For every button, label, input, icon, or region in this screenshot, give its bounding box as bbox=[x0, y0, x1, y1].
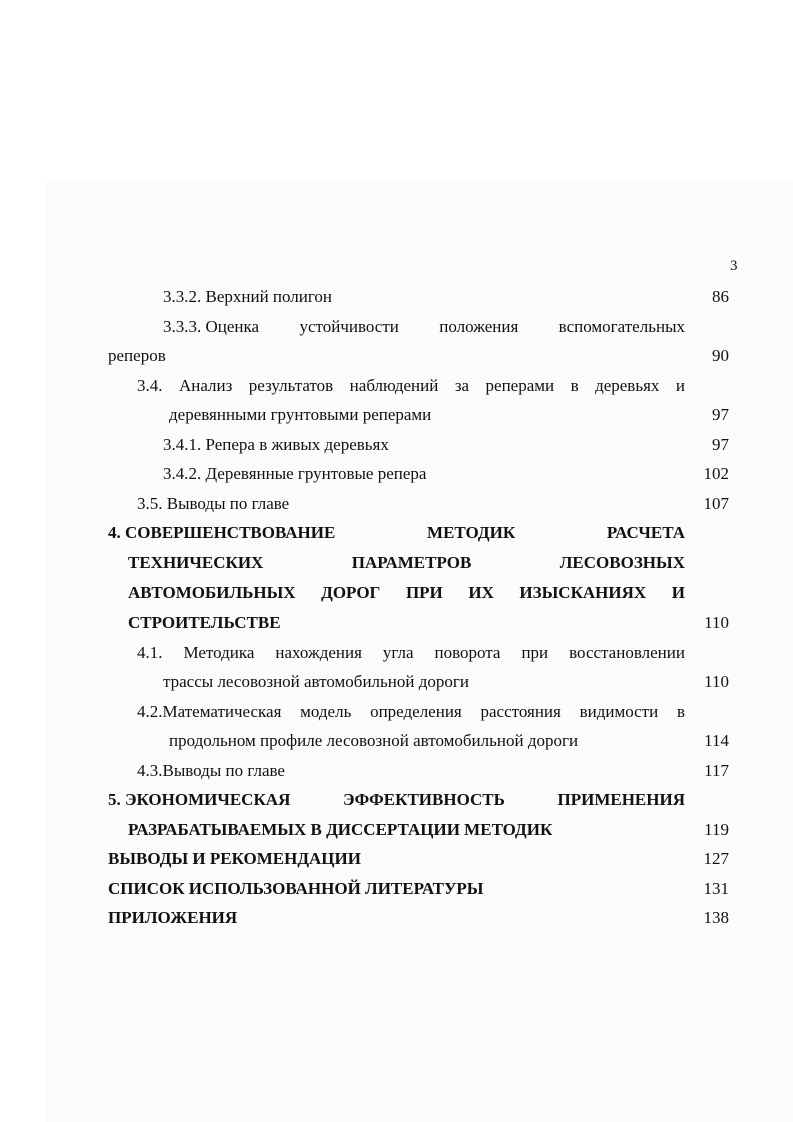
toc-entry-4-1-page: 110 bbox=[704, 672, 729, 691]
word: 3.4. bbox=[137, 376, 163, 395]
word: И bbox=[671, 583, 685, 602]
toc-appendices-title: ПРИЛОЖЕНИЯ bbox=[108, 908, 238, 927]
toc-entry-3-3-2-title: 3.3.2. Верхний полигон bbox=[163, 287, 333, 306]
toc-chapter-4-line-4: СТРОИТЕЛЬСТВЕ bbox=[128, 613, 281, 632]
word: Анализ bbox=[178, 376, 233, 395]
toc-chapter-4-line-1 bbox=[108, 523, 685, 543]
toc-entry-3-3-3-title bbox=[163, 317, 685, 337]
toc-chapter-4-line-3 bbox=[128, 583, 685, 603]
toc-entry-3-4-1-page: 97 bbox=[712, 435, 729, 454]
word: при bbox=[521, 643, 549, 662]
word: 5. ЭКОНОМИЧЕСКАЯ bbox=[108, 790, 291, 809]
word: ПРИМЕНЕНИЯ bbox=[557, 790, 685, 809]
toc-entry-4-2-page: 114 bbox=[704, 731, 729, 750]
toc-entry-3-3-3-continuation: реперов bbox=[108, 346, 166, 365]
word: в bbox=[570, 376, 579, 395]
word: 4.2.Математическая bbox=[137, 702, 282, 721]
word: положения bbox=[439, 317, 519, 336]
toc-conclusions-page: 127 bbox=[703, 849, 729, 868]
word: восстановлении bbox=[569, 643, 685, 662]
word: результатов bbox=[248, 376, 334, 395]
word: АВТОМОБИЛЬНЫХ bbox=[128, 583, 296, 602]
toc-entry-3-4-2-page: 102 bbox=[703, 464, 729, 483]
word: ИЗЫСКАНИЯХ bbox=[519, 583, 647, 602]
toc-appendices-page: 138 bbox=[703, 908, 729, 927]
word: модель bbox=[300, 702, 352, 721]
toc-chapter-5-page: 119 bbox=[704, 820, 729, 839]
toc-chapter-4-page: 110 bbox=[704, 613, 729, 632]
toc-chapter-4-line-2 bbox=[128, 553, 685, 573]
word: ПРИ bbox=[405, 583, 443, 602]
word: МЕТОДИК bbox=[427, 523, 516, 542]
word: наблюдений bbox=[349, 376, 439, 395]
word: угла bbox=[382, 643, 414, 662]
word: определения bbox=[370, 702, 462, 721]
word: нахождения bbox=[275, 643, 362, 662]
toc-conclusions-title: ВЫВОДЫ И РЕКОМЕНДАЦИИ bbox=[108, 849, 361, 868]
word: ЭФФЕКТИВНОСТЬ bbox=[342, 790, 505, 809]
toc-entry-3-4-page: 97 bbox=[712, 405, 729, 424]
word: вспомогательных bbox=[558, 317, 685, 336]
toc-entry-3-3-2-page: 86 bbox=[712, 287, 729, 306]
toc-entry-4-2-title bbox=[137, 702, 685, 722]
word: 4.1. bbox=[137, 643, 163, 662]
word: ИХ bbox=[468, 583, 494, 602]
word: устойчивости bbox=[299, 317, 399, 336]
toc-entry-3-5-title: 3.5. Выводы по главе bbox=[137, 494, 290, 513]
word: поворота bbox=[434, 643, 501, 662]
page-number: 3 bbox=[730, 258, 738, 274]
toc-entry-3-5-page: 107 bbox=[703, 494, 729, 513]
word: видимости bbox=[579, 702, 659, 721]
toc-entry-3-3-3-page: 90 bbox=[712, 346, 729, 365]
toc-entry-4-3-title: 4.3.Выводы по главе bbox=[137, 761, 285, 780]
toc-entry-4-1-continuation: трассы лесовозной автомобильной дороги bbox=[163, 672, 469, 691]
toc-entry-4-2-continuation: продольном профиле лесовозной автомобильной дороги bbox=[169, 731, 579, 750]
word: РАСЧЕТА bbox=[606, 523, 685, 542]
word: 4. СОВЕРШЕНСТВОВАНИЕ bbox=[108, 523, 336, 542]
word: ТЕХНИЧЕСКИХ bbox=[128, 553, 264, 572]
toc-entry-3-4-title bbox=[137, 376, 685, 396]
toc-chapter-5-line-2: РАЗРАБАТЫВАЕМЫХ В ДИССЕРТАЦИИ МЕТОДИК bbox=[128, 820, 553, 839]
word: деревьях bbox=[595, 376, 660, 395]
toc-chapter-5-line-1 bbox=[108, 790, 685, 810]
word: ЛЕСОВОЗНЫХ bbox=[559, 553, 685, 572]
toc-references-page: 131 bbox=[703, 879, 729, 898]
word: за bbox=[454, 376, 470, 395]
toc-entry-4-3-page: 117 bbox=[704, 761, 729, 780]
word: ПАРАМЕТРОВ bbox=[351, 553, 472, 572]
word: расстояния bbox=[480, 702, 561, 721]
toc-references-title: СПИСОК ИСПОЛЬЗОВАННОЙ ЛИТЕРАТУРЫ bbox=[108, 879, 484, 898]
word: Методика bbox=[183, 643, 255, 662]
word: и bbox=[675, 376, 685, 395]
word: в bbox=[676, 702, 685, 721]
word: ДОРОГ bbox=[321, 583, 381, 602]
word: реперами bbox=[485, 376, 555, 395]
toc-entry-3-4-2-title: 3.4.2. Деревянные грунтовые репера bbox=[163, 464, 427, 483]
toc-entry-4-1-title bbox=[137, 643, 685, 663]
toc-entry-3-4-continuation: деревянными грунтовыми реперами bbox=[169, 405, 432, 424]
toc-entry-3-4-1-title: 3.4.1. Репера в живых деревьях bbox=[163, 435, 389, 454]
word: 3.3.3. Оценка bbox=[163, 317, 260, 336]
